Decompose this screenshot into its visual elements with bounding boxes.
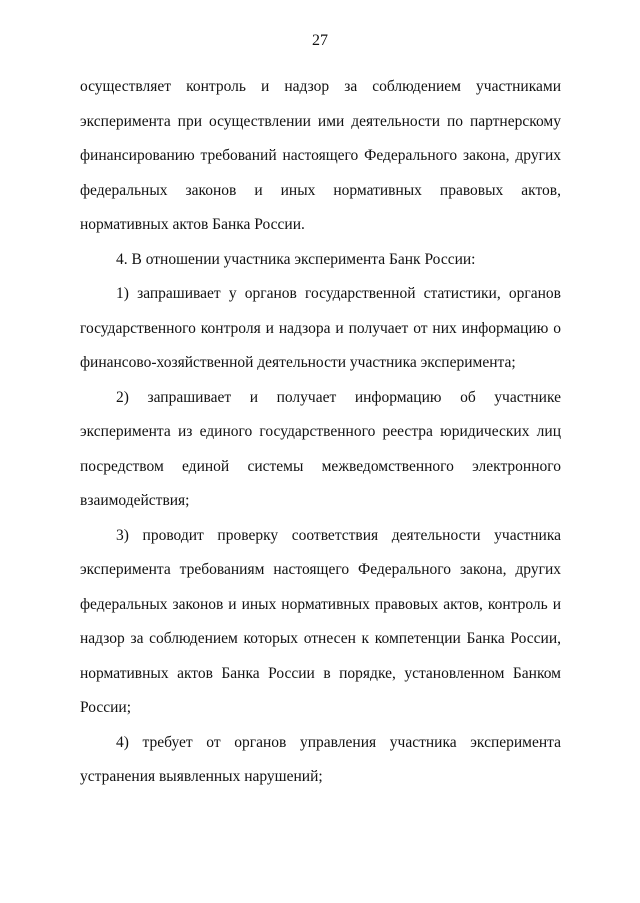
document-body <box>80 70 561 795</box>
paragraph-item-3: 3) проводит проверку соответствия деятельности участника эксперимента требованиям настоящего Федерального закона, других федеральных законов и иных нормативных правовых актов, контроль и надзор за соблюдением которых отнесен к компетенции Банка России, нормативных актов Банка России в порядке, установленном Банком России; <box>80 526 561 716</box>
page-number: 27 <box>312 32 328 49</box>
paragraph-item-2: 2) запрашивает и получает информацию об участнике эксперимента из единого государственного реестра юридических лиц посредством единой системы межведомственного электронного взаимодействия; <box>80 388 561 509</box>
paragraph-item-4: 4) требует от органов управления участника эксперимента устранения выявленных нарушений; <box>80 733 561 785</box>
paragraph-item-1: 1) запрашивает у органов государственной статистики, органов государственного контроля и надзора и получает от них информацию о финансово-хозяйственной деятельности участника эксперимента; <box>80 285 561 371</box>
paragraph-section-4: 4. В отношении участника эксперимента Банк России: <box>116 250 476 268</box>
paragraph-continuation: осуществляет контроль и надзор за соблюдением участниками эксперимента при осуществлении ими деятельности по партнерскому финансированию требований настоящего Федерального закона, других федеральных законов и иных нормативных правовых актов, нормативных актов Банка России. <box>80 78 561 233</box>
